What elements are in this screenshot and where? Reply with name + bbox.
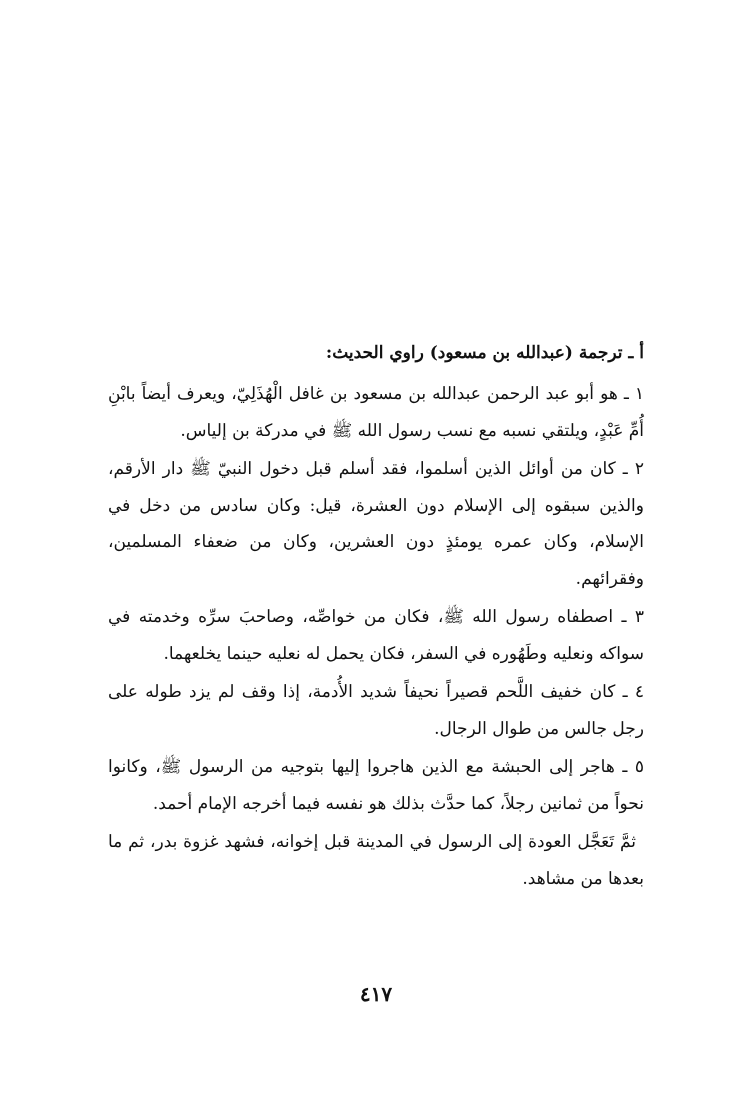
paragraph-2: ٢ ـ كان من أوائل الذين أسلموا، فقد أسلم قبل دخول النبيّ ﷺ دار الأرقم، والذين سبقوه إلى الإسلام دون العشرة، قيل: وكان سادس من دخل في الإسلام، وكان عمره يومئذٍ دون العشرين، وكان من ضعفاء المسلمين، وفقرائهم. xyxy=(108,459,644,589)
section-heading: أ ـ ترجمة (عبدالله بن مسعود) راوي الحديث: xyxy=(325,343,644,363)
paragraph-6: ثمَّ تَعَجَّل العودة إلى الرسول في المدينة قبل إخوانه، فشهد غزوة بدر، ثم ما بعدها من مشاهد. xyxy=(108,832,644,889)
paragraph-3: ٣ ـ اصطفاه رسول الله ﷺ، فكان من خواصِّه، وصاحبَ سرِّه وخدمته في سواكه ونعليه وطَهُوره في السفر، فكان يحمل له نعليه حينما يخلعهما. xyxy=(108,607,644,664)
paragraph-1: ١ ـ هو أبو عبد الرحمن عبدالله بن مسعود بن غافل الْهُذَلِيّ، ويعرف أيضاً بابْنِ أُمِّ عَبْدٍ، ويلتقي نسبه مع نسب رسول الله ﷺ في مدركة بن إلياس. xyxy=(108,384,644,441)
paragraph-4: ٤ ـ كان خفيف اللَّحم قصيراً نحيفاً شديد الأُدمة، إذا وقف لم يزد طوله على رجل جالس من طوال الرجال. xyxy=(108,682,644,739)
paragraph-5: ٥ ـ هاجر إلى الحبشة مع الذين هاجروا إليها بتوجيه من الرسول ﷺ، وكانوا نحواً من ثمانين رجلاً، كما حدَّث بذلك هو نفسه فيما أخرجه الإمام أحمد. xyxy=(108,757,644,814)
page-number: ٤١٧ xyxy=(359,982,393,1006)
page-body xyxy=(108,338,644,899)
